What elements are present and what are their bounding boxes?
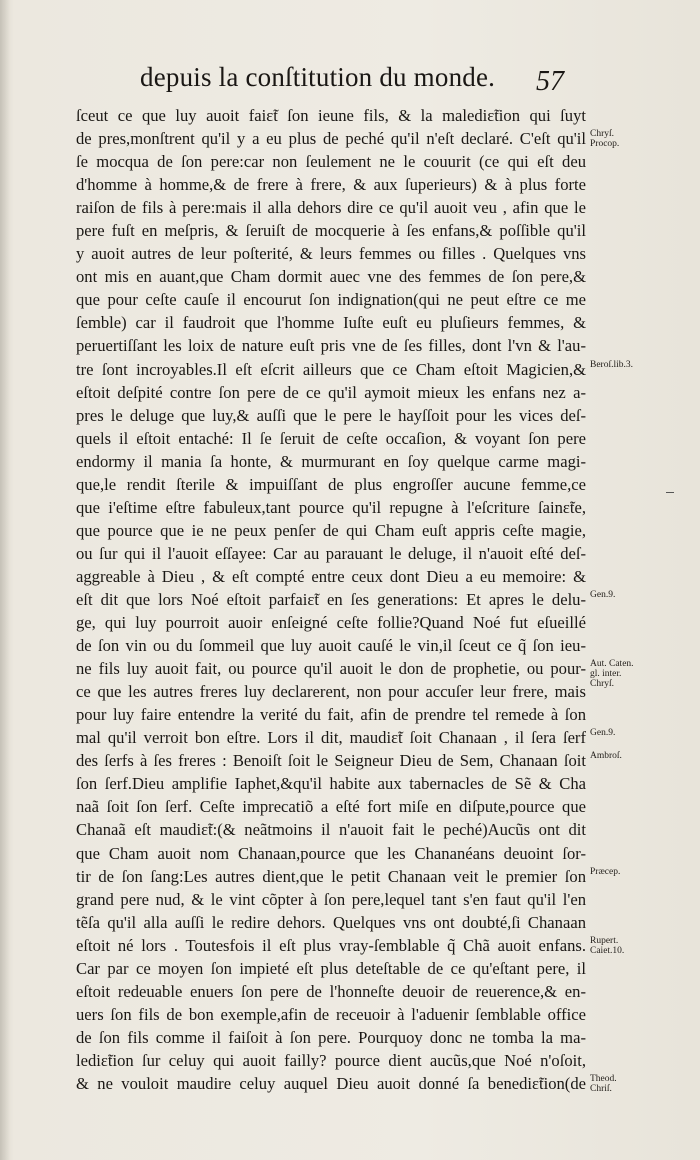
text-line: eſtoit né lors . Toutesfois il eſt plus vray-ſemblable q̃ Chã auoit enfans. <box>76 935 586 955</box>
text-line: y auoit autres de leur poſterité, & leurs femmes ou filles . Quelques vns <box>76 244 586 264</box>
text-line: pere fuſt en meſpris, & ſeruiſt de mocquerie à ſes enfans,& poſſible qu'il <box>76 221 586 241</box>
text-line: pour luy faire entendre la verité du fait, afin de prendre tel remede à ſon <box>76 705 586 725</box>
text-line: que pource que ie ne peux penſer de qui Cham euſt appris ceſte magie, <box>76 520 586 540</box>
text-line: lediɛ̃tion ſur celuy qui auoit failly? pource dient aucũs,que Noé n'oſoit, <box>76 1050 586 1070</box>
text-line: raiſon de fils à pere:mais il alla dehors dire ce qu'il auoit veu , afin que le <box>76 198 586 218</box>
margin-note: Præcep. <box>590 866 621 877</box>
edge-mark <box>666 492 674 493</box>
margin-note: Gen.9. <box>590 590 616 601</box>
text-line: que,le rendit ſterile & impuiſſant de plus engroſſer aucune femme,ce <box>76 474 586 494</box>
text-line: peruertiſſant les loix de nature euſt pris vne de ſes filles, dont l'vn & l'au- <box>76 336 586 356</box>
gutter-shadow <box>0 0 10 1160</box>
text-line: uers ſon fils de bon exemple,afin de receuoir à l'aduenir ſemblable office <box>76 1004 586 1024</box>
text-line: ſceut ce que luy auoit faiɛ̃t ſon ieune fils, & la malediɛ̃tion qui ſuyt <box>76 106 586 125</box>
text-line: eſtoit deſpité contre ſon pere de ce qu'il aymoit mieux les enfans nez a- <box>76 382 586 402</box>
text-line: eſt dit que lors Noé eſtoit parfaiɛ̃t en ſes generations: Et apres le delu- <box>76 589 586 609</box>
text-line: quels il eſtoit entaché: Il ſe ſeruit de ceſte occaſion, & voyant ſon pere <box>76 428 586 448</box>
text-line: que i'eſtime eſtre fabuleux,tant pource qu'il repugne à l'eſcriture ſainɛ̃te, <box>76 497 586 517</box>
text-line: aggreable à Dieu , & eſt compté entre ceux dont Dieu a eu memoire: & <box>76 566 586 586</box>
margin-note: Chryſ. Procop. <box>590 129 620 150</box>
margin-note: Aut. Caten. gl. inter. Chryſ. <box>590 659 634 690</box>
text-line: ou ſur qui il l'auoit eſſayee: Car au parauant le deluge, il n'auoit eſté deſ- <box>76 543 586 563</box>
text-line: ſon ſerf.Dieu amplifie Iaphet,&qu'il habite aux tabernacles de Sẽ & Cha <box>76 774 586 794</box>
running-title: depuis la conſtitution du monde. <box>140 62 496 92</box>
text-line: de ſon vin ou du ſommeil que luy auoit cauſé le vin,il ſceut ce q̃ ſon ieu- <box>76 636 586 656</box>
text-line: tre ſont incroyables.Il eſt eſcrit ailleurs que ce Cham eſtoit Magicien,& <box>76 359 586 379</box>
text-line: ſe mocqua de ſon pere:car non ſeulement ne le couurit (ce qui eſt deu <box>76 152 586 172</box>
text-line: eſtoit redeuable enuers ſon pere de l'honneſte deuoir de reuerence,& en- <box>76 981 586 1001</box>
text-line: & ne vouloit maudire celuy auquel Dieu auoit donné ſa benediɛ̃tion(de <box>76 1073 586 1093</box>
body-text <box>76 104 586 1095</box>
text-line: endormy il mania ſa honte, & murmurant en ſoy quelque carme magi- <box>76 451 586 471</box>
margin-note: Gen.9. <box>590 728 616 739</box>
text-line: ce que les autres freres luy declarerent, non pour accuſer leur frere, mais <box>76 682 586 702</box>
text-line: Car par ce moyen ſon impieté eſt plus deteſtable de ce qu'eſtant pere, il <box>76 958 586 978</box>
text-line: tẽſa qu'il alla auſſi le redire dehors. Quelques vns ont doubté,ſi Chanaan <box>76 912 586 932</box>
text-line: pres le deluge que luy,& auſſi que le pere le hayſſoit pour les vices deſ- <box>76 405 586 425</box>
text-line: ne fils luy auoit fait, ou pource qu'il auoit le don de prophetie, ou pour- <box>76 659 586 679</box>
page-number: 57 <box>536 66 564 97</box>
text-line: ſemble) car il faudroit que l'homme Iuſte euſt eu pluſieurs femmes, & <box>76 313 586 333</box>
text-line: naã ſoit ſon ſerf. Ceſte imprecatiõ a eſté fort miſe en diſpute,pource que <box>76 797 586 817</box>
text-line: d'homme à homme,& de frere à frere, & aux ſuperieurs) & à plus forte <box>76 175 586 195</box>
text-line: ont mis en auant,que Cham dormit auec vne des femmes de ſon pere,& <box>76 267 586 287</box>
margin-note: Rupert. Caiet.10. <box>590 935 625 956</box>
text-line: grand pere nud, & le vint cõpter à ſon pere,lequel tant s'en faut qu'il l'en <box>76 889 586 909</box>
text-line: que pour ceſte cauſe il encourut ſon indignation(qui ne peut eſtre ce me <box>76 290 586 310</box>
text-line: ge, qui luy pourroit auoir enſeigné ceſte follie?Quand Noé fut eſueillé <box>76 613 586 633</box>
margin-note: Theod. Chriſ. <box>590 1074 617 1095</box>
text-line: Chanaã eſt maudiɛ̃t:(& neãtmoins il n'auoit fait le peché)Aucũs ont dit <box>76 820 586 840</box>
text-line: mal qu'il verroit bon eſtre. Lors il dit, maudiɛ̃t ſoit Chanaan , il ſera ſerf <box>76 728 586 748</box>
margin-note: Beroſ.lib.3. <box>590 359 634 370</box>
margin-note: Ambroſ. <box>590 751 622 762</box>
text-line: des ſerfs à ſes freres : Benoiſt ſoit le Seigneur Dieu de Sem, Chanaan ſoit <box>76 751 586 771</box>
text-line: de pres,monſtrent qu'il y a eu plus de peché qu'il n'eſt declaré. C'eſt qu'il <box>76 129 586 149</box>
text-line: de ſon fils comme il faiſoit à ſon pere. Pourquoy donc ne tomba la ma- <box>76 1027 586 1047</box>
text-line: que Cham auoit nom Chanaan,pource que les Chananéans deuoint ſor- <box>76 843 586 863</box>
text-line: tir de ſon ſang:Les autres dient,que le petit Chanaan veit le premier ſon <box>76 866 586 886</box>
